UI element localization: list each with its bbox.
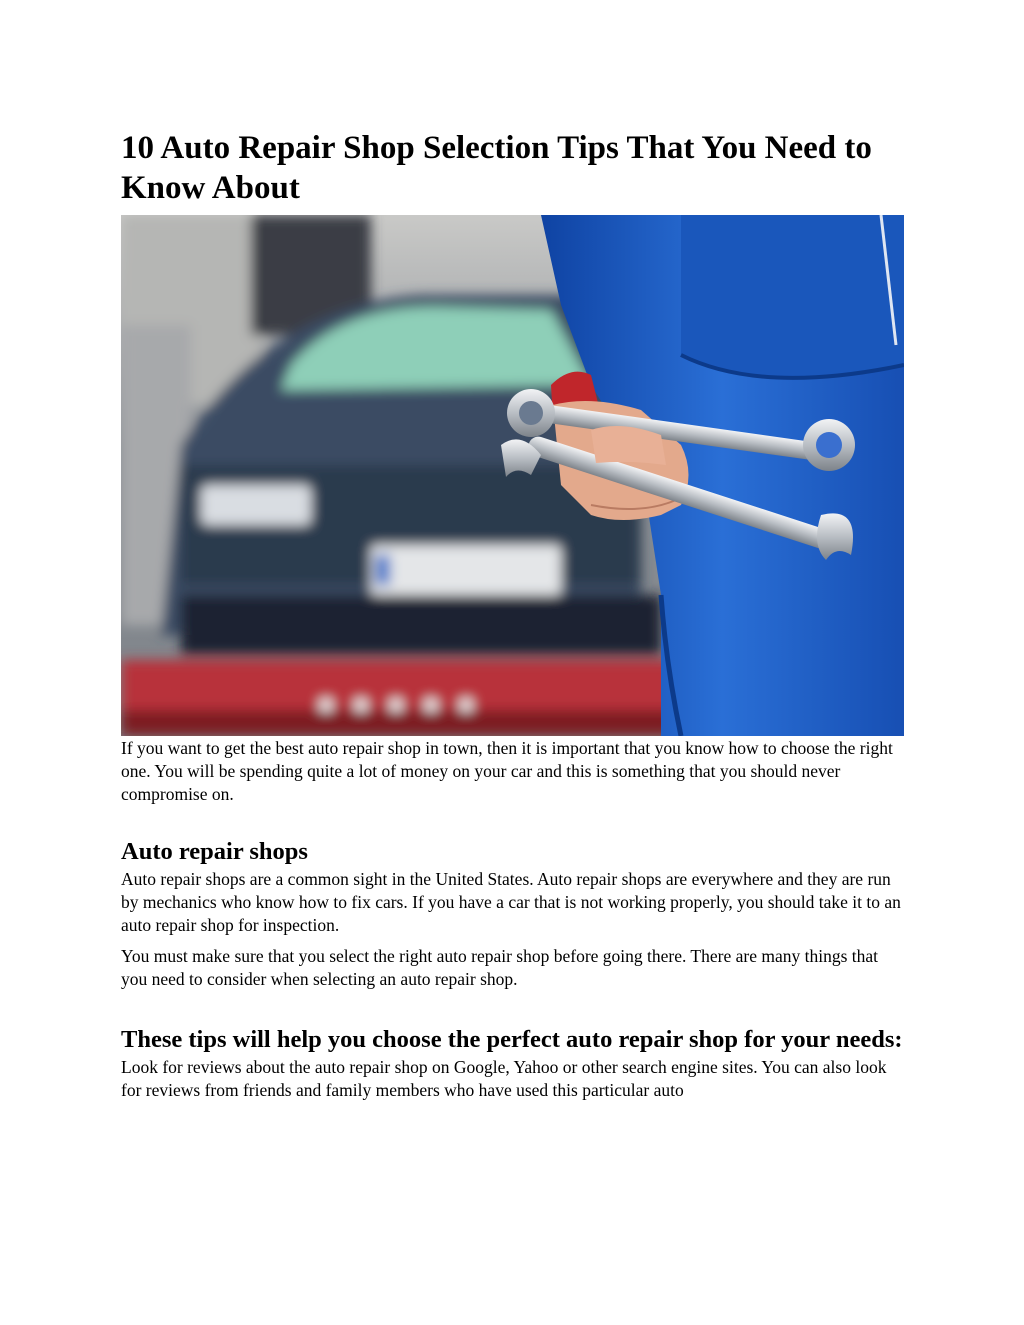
mechanic-holding-wrenches-photo	[121, 215, 904, 736]
section-paragraph: Look for reviews about the auto repair shop on Google, Yahoo or other search engine sites. You can also look for reviews from friends and family members who have used this particular auto	[121, 1057, 887, 1100]
article-title: 10 Auto Repair Shop Selection Tips That You Need to Know About	[121, 130, 872, 206]
document-page	[121, 128, 905, 1102]
section-heading-tips: These tips will help you choose the perfect auto repair shop for your needs:	[121, 1026, 903, 1053]
section-paragraph: Auto repair shops are a common sight in the United States. Auto repair shops are everywhere and they are run by mechanics who know how to fix cars. If you have a car that is not working properly, you should take it to an auto repair shop for inspection.	[121, 869, 901, 935]
section-paragraph: You must make sure that you select the right auto repair shop before going there. There are many things that you need to consider when selecting an auto repair shop.	[121, 946, 879, 989]
hero-image	[121, 215, 904, 736]
intro-paragraph: If you want to get the best auto repair shop in town, then it is important that you know how to choose the right one. You will be spending quite a lot of money on your car and this is something that you should never compromise on.	[121, 738, 893, 804]
section-heading-auto-repair-shops: Auto repair shops	[121, 838, 308, 865]
